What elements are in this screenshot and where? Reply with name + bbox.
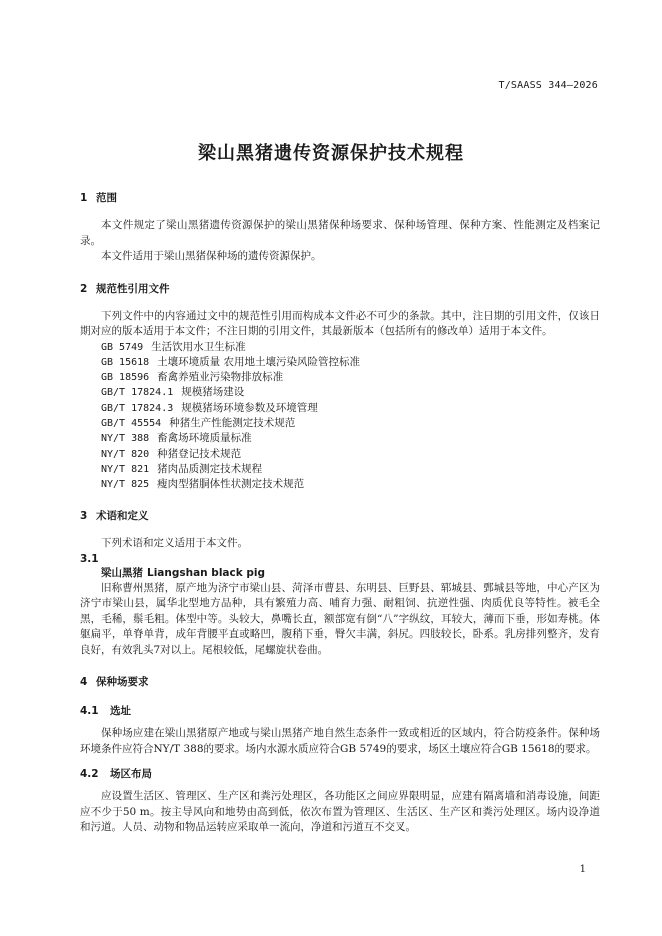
reference-code: GB 18596 bbox=[101, 372, 150, 384]
section-heading-terms-definitions bbox=[80, 506, 600, 526]
reference-title: 猪肉品质测定技术规程 bbox=[157, 462, 263, 475]
term-definition: 旧称曹州黑猪，原产地为济宁市梁山县、菏泽市曹县、东明县、巨野县、郓城县、鄄城县等地，中心产区为济宁市梁山县，属华北型地方品种，具有繁殖力高、哺育力强、耐粗饲、抗逆性强、肉质优良等特性。被毛全黑，毛稀，鬃毛粗。体型中等。头较大，鼻嘴长直，额部宽有倒“八”字纵纹，耳较大，薄而下垂，形如寿桃。体躯扁平，单脊单背，成年背腰平直或略凹，腹稍下垂，臀欠丰满，斜尻。四肢较长，卧系。乳房排列整齐，发育良好，有效乳头7对以上。尾根较低，尾螺旋状卷曲。 bbox=[80, 581, 600, 656]
document-body bbox=[80, 188, 600, 836]
reference-title: 规模猪场环境参数及环境管理 bbox=[181, 401, 318, 414]
reference-title: 种猪登记技术规范 bbox=[157, 447, 242, 460]
reference-item bbox=[80, 370, 600, 385]
reference-item bbox=[80, 431, 600, 446]
term-number: 3.1 bbox=[80, 552, 99, 565]
reference-title: 瘦肉型猪胴体性状测定技术规范 bbox=[157, 478, 305, 491]
section-title: 保种场要求 bbox=[96, 676, 149, 689]
reference-item bbox=[80, 401, 600, 416]
section-number: 3 bbox=[80, 510, 88, 523]
reference-item bbox=[80, 477, 600, 492]
section-title: 范围 bbox=[96, 192, 117, 204]
section-heading-scope bbox=[80, 188, 600, 208]
reference-code: GB/T 17824.3 bbox=[101, 402, 174, 414]
paragraph: 下列术语和定义适用于本文件。 bbox=[101, 537, 248, 550]
term-name bbox=[80, 566, 600, 581]
reference-code: GB 15618 bbox=[101, 356, 150, 368]
paragraph: 应设置生活区、管理区、生产区和粪污处理区，各功能区之间应界限明显，应建有隔离墙和消毒设施，间距应不少于50 m。按主导风向和地势由高到低，依次布置为管理区、生活区、生产区和粪污处理区。场内设净道和污道。人员、动物和物品运转应采取单一流向，净道和污道互不交叉。 bbox=[80, 790, 600, 834]
reference-code: NY/T 820 bbox=[101, 448, 150, 460]
paragraph: 保种场应建在梁山黑猪原产地或与梁山黑猪产地自然生态条件一致或相近的区域内，符合防疫条件。保种场环境条件应符合NY/T 388的要求。场内水源水质应符合GB 5749的要求，场区土壤应符合GB 15618的要求。 bbox=[80, 727, 600, 755]
reference-item bbox=[80, 340, 600, 355]
reference-code: NY/T 388 bbox=[101, 433, 150, 445]
page-number: 1 bbox=[579, 864, 586, 875]
reference-title: 畜禽养殖业污染物排放标准 bbox=[157, 371, 284, 384]
section-number: 1 bbox=[80, 192, 88, 204]
reference-code: GB/T 17824.1 bbox=[101, 387, 174, 399]
reference-list bbox=[80, 340, 600, 493]
reference-title: 种猪生产性能测定技术规范 bbox=[169, 416, 296, 429]
reference-code: NY/T 821 bbox=[101, 463, 150, 475]
reference-title: 生活饮用水卫生标准 bbox=[151, 340, 246, 353]
reference-code: GB/T 45554 bbox=[101, 417, 162, 429]
section-number: 2 bbox=[80, 282, 88, 295]
subsection-title: 场区布局 bbox=[110, 768, 152, 781]
section-title: 规范性引用文件 bbox=[96, 282, 170, 295]
paragraph: 下列文件中的内容通过文中的规范性引用而构成本文件必不可少的条款。其中，注日期的引用文件，仅该日期对应的版本适用于本文件；不注日期的引用文件，其最新版本（包括所有的修改单）适用于本文件。 bbox=[80, 309, 600, 337]
section-number: 4 bbox=[80, 676, 88, 689]
section-heading-normative-references bbox=[80, 279, 600, 299]
reference-title: 畜禽场环境质量标准 bbox=[157, 432, 252, 445]
paragraph: 本文件规定了梁山黑猪遗传资源保护的梁山黑猪保种场要求、保种场管理、保种方案、性能测定及档案记录。 bbox=[80, 219, 600, 247]
standard-code: T/SAASS 344—2026 bbox=[498, 80, 598, 91]
reference-title: 规模猪场建设 bbox=[181, 386, 245, 399]
reference-title: 土壤环境质量 农用地土壤污染风险管控标准 bbox=[157, 355, 361, 368]
reference-item bbox=[80, 385, 600, 400]
subsection-heading-site-layout bbox=[80, 765, 600, 783]
section-title: 术语和定义 bbox=[96, 510, 149, 523]
document-title: 梁山黑猪遗传资源保护技术规程 bbox=[198, 143, 464, 164]
reference-item bbox=[80, 355, 600, 370]
subsection-title: 选址 bbox=[110, 705, 131, 718]
subsection-number: 4.1 bbox=[80, 705, 99, 718]
term-name-chinese: 梁山黑猪 bbox=[101, 566, 143, 579]
subsection-number: 4.2 bbox=[80, 768, 99, 781]
reference-code: NY/T 825 bbox=[101, 479, 150, 491]
paragraph: 本文件适用于梁山黑猪保种场的遗传资源保护。 bbox=[101, 250, 322, 262]
reference-item bbox=[80, 416, 600, 431]
reference-item bbox=[80, 447, 600, 462]
reference-item bbox=[80, 462, 600, 477]
subsection-heading-site-selection bbox=[80, 702, 600, 720]
term-name-english: Liangshan black pig bbox=[147, 566, 266, 579]
reference-code: GB 5749 bbox=[101, 341, 144, 353]
section-heading-farm-requirements bbox=[80, 672, 600, 692]
